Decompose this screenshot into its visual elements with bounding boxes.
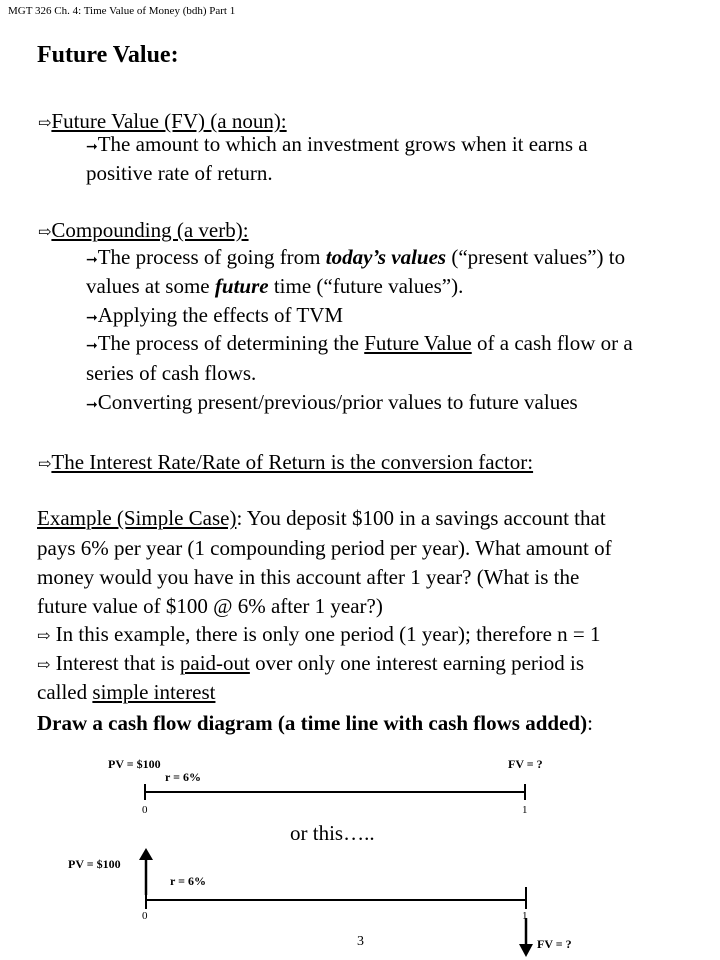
example-line-6: ⇨ Interest that is paid-out over only one interest earning period is — [37, 650, 584, 679]
draw-instruction: Draw a cash flow diagram (a time line with cash flows added): — [37, 711, 593, 735]
hollow-arrow-icon: ⇨ — [37, 657, 51, 674]
diagram2-pv-label: PV = $100 — [68, 857, 121, 871]
arrow-bullet-icon: ➞ — [86, 253, 98, 268]
hollow-arrow-icon: ⇨ — [38, 456, 52, 473]
diagram2-rate-label: r = 6% — [170, 874, 206, 888]
running-header: MGT 326 Ch. 4: Time Value of Money (bdh) Part 1 — [8, 5, 236, 17]
hollow-arrow-icon: ⇨ — [38, 224, 52, 241]
compounding-bullet-4: ➞Converting present/previous/prior values to future values — [86, 389, 578, 419]
page-title: Future Value: — [37, 42, 179, 68]
diagram2-fv-label: FV = ? — [537, 937, 572, 951]
diagram1-pv-label: PV = $100 — [108, 757, 161, 771]
diagram1-rate-label: r = 6% — [165, 770, 201, 784]
fv-definition-line-1: ➞The amount to which an investment grows when it earns a — [86, 131, 588, 161]
diagram1-period-0: 0 — [142, 804, 148, 816]
diagram1-period-1: 1 — [522, 804, 528, 816]
example-line-4: future value of $100 @ 6% after 1 year?) — [37, 594, 383, 618]
arrow-bullet-icon: ➞ — [86, 339, 98, 354]
arrow-bullet-icon: ➞ — [86, 311, 98, 326]
diagram1-timeline — [140, 782, 540, 802]
example-line-3: money would you have in this account after 1 year? (What is the — [37, 565, 580, 589]
compounding-bullet-1b: values at some future time (“future values”). — [86, 274, 464, 298]
diagram2-period-0: 0 — [142, 910, 148, 922]
hollow-arrow-icon: ⇨ — [38, 115, 52, 132]
compounding-heading: Compounding (a verb): — [51, 218, 249, 242]
example-line-2: pays 6% per year (1 compounding period per year). What amount of — [37, 536, 612, 560]
diagram2-period-1: 1 — [522, 910, 528, 922]
compounding-bullet-2: ➞Applying the effects of TVM — [86, 302, 343, 332]
or-this-label: or this….. — [290, 821, 375, 845]
fv-heading: Future Value (FV) (a noun): — [51, 109, 287, 133]
compounding-bullet-3b: series of cash flows. — [86, 361, 257, 385]
arrow-bullet-icon: ➞ — [86, 398, 98, 413]
arrow-bullet-icon: ➞ — [86, 140, 98, 155]
example-line-1: Example (Simple Case): You deposit $100 in a savings account that — [37, 506, 606, 530]
example-line-5: ⇨ In this example, there is only one period (1 year); therefore n = 1 — [37, 621, 600, 650]
compounding-heading-row — [38, 217, 249, 246]
fv-definition-line-2: positive rate of return. — [86, 161, 273, 185]
interest-rate-line: ⇨The Interest Rate/Rate of Return is the conversion factor: — [38, 449, 533, 478]
compounding-bullet-3a: ➞The process of determining the Future Value of a cash flow or a — [86, 330, 633, 360]
diagram2-fv-down-arrow-icon — [516, 918, 536, 958]
hollow-arrow-icon: ⇨ — [37, 628, 51, 645]
page-number: 3 — [357, 934, 364, 949]
compounding-bullet-1a: ➞The process of going from today’s values (“present values”) to — [86, 244, 625, 274]
diagram2-timeline — [140, 887, 540, 913]
example-line-7: called simple interest — [37, 680, 216, 704]
diagram1-fv-label: FV = ? — [508, 757, 543, 771]
